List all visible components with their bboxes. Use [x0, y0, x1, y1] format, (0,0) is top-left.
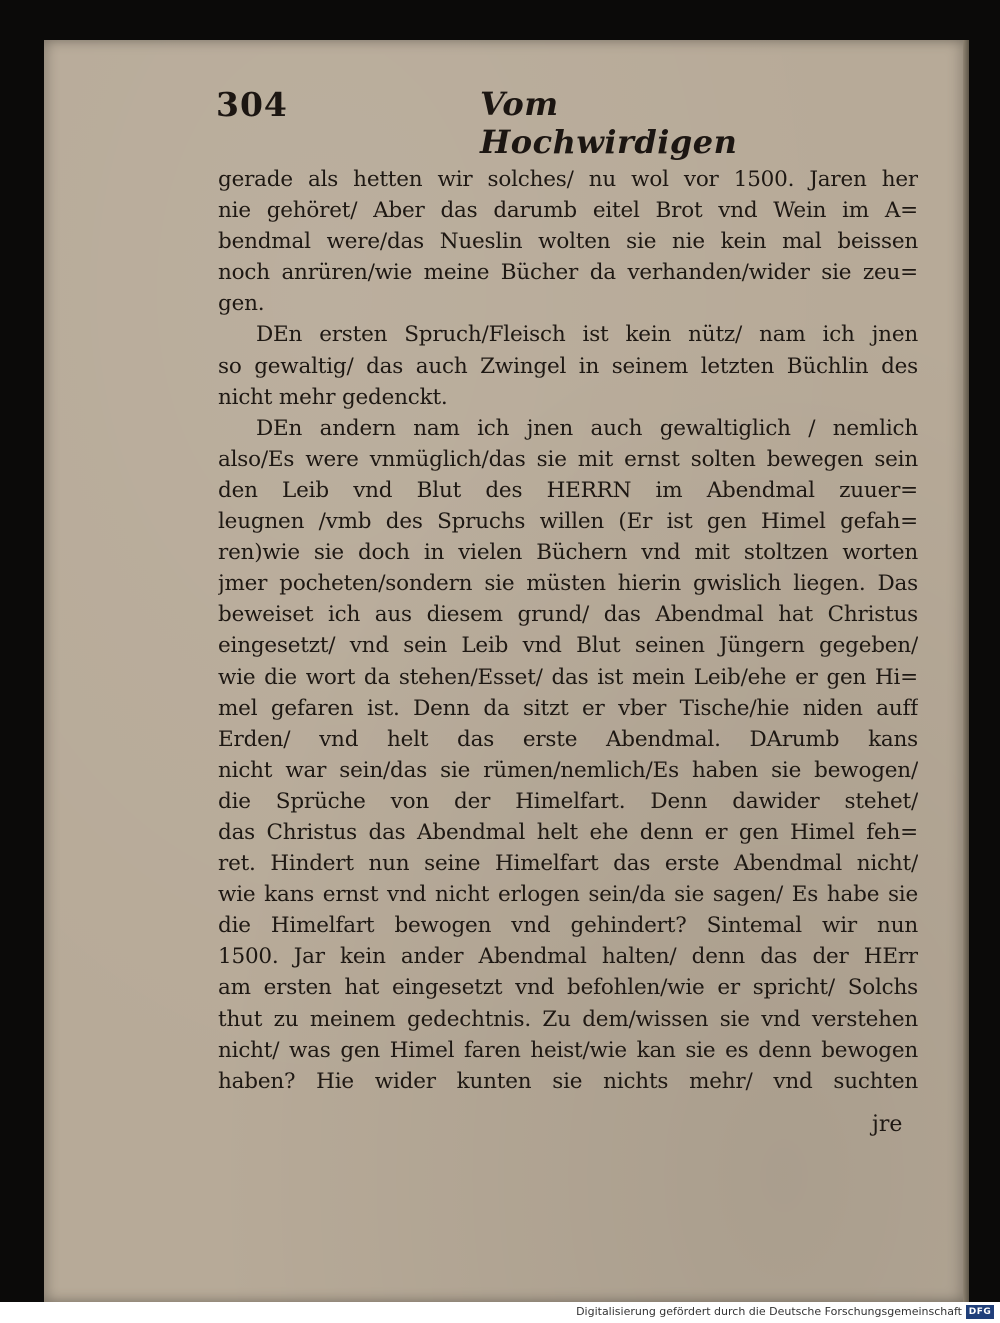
funding-credit-link[interactable]: Digitalisierung gefördert durch die Deutsche Forschungsgemeinschaft [576, 1305, 962, 1318]
text-line: noch anrüren/wie meine Bücher da verhanden/wider sie zeu= [218, 260, 918, 286]
text-line: nie gehöret/ Aber das darumb eitel Brot vnd Wein im A= [218, 198, 918, 224]
text-line: also/Es were vnmüglich/das sie mit ernst solten bewegen sein [218, 446, 918, 472]
text-line: am ersten hat eingesetzt vnd befohlen/wie er spricht/ Solchs [218, 975, 918, 1001]
text-line: wie die wort da stehen/Esset/ das ist mein Leib/ehe er gen Hi= [218, 664, 918, 690]
catchword: jre [872, 1112, 903, 1137]
text-line: so gewaltig/ das auch Zwingel in seinem letzten Büchlin des [218, 353, 918, 379]
text-line: das Christus das Abendmal helt ehe denn er gen Himel feh= [218, 819, 918, 845]
text-line: gen. [218, 291, 265, 317]
text-line: 1500. Jar kein ander Abendmal halten/ denn das der HErr [218, 944, 918, 970]
text-line: bendmal were/das Nueslin wolten sie nie kein mal beissen [218, 229, 918, 255]
text-line: mel gefaren ist. Denn da sitzt er vber Tische/hie niden auff [218, 695, 918, 721]
text-line: die Himelfart bewogen vnd gehindert? Sintemal wir nun [218, 913, 918, 939]
text-line: den Leib vnd Blut des HERRN im Abendmal zuuer= [218, 477, 918, 503]
text-line: jmer pocheten/sondern sie müsten hierin gwislich liegen. Das [218, 571, 918, 597]
text-line: eingesetzt/ vnd sein Leib vnd Blut seinen Jüngern gegeben/ [218, 633, 918, 659]
dfg-logo[interactable]: DFG [966, 1305, 994, 1319]
page-edge-shadow [963, 40, 969, 1302]
text-line: Erden/ vnd helt das erste Abendmal. DArumb kans [218, 726, 918, 752]
body-text [218, 164, 918, 1097]
text-line: DEn ersten Spruch/Fleisch ist kein nütz/ nam ich jnen [256, 322, 918, 348]
digitization-footer [0, 1302, 1000, 1323]
text-line: beweiset ich aus diesem grund/ das Abendmal hat Christus [218, 602, 918, 628]
page-number: 304 [216, 85, 288, 124]
text-line: ren)wie sie doch in vielen Büchern vnd mit stoltzen worten [218, 540, 918, 566]
text-line: ret. Hindert nun seine Himelfart das erste Abendmal nicht/ [218, 851, 918, 877]
running-head [216, 85, 738, 161]
text-line: nicht mehr gedenckt. [218, 384, 448, 410]
text-line: nicht/ was gen Himel faren heist/wie kan sie es denn bewogen [218, 1037, 918, 1063]
text-line: die Sprüche von der Himelfart. Denn dawider stehet/ [218, 788, 918, 814]
text-line: haben? Hie wider kunten sie nichts mehr/ vnd suchten [218, 1068, 918, 1094]
text-line: wie kans ernst vnd nicht erlogen sein/da sie sagen/ Es habe sie [218, 882, 918, 908]
text-line: thut zu meinem gedechtnis. Zu dem/wissen sie vnd verstehen [218, 1006, 918, 1032]
text-line: DEn andern nam ich jnen auch gewaltiglich / nemlich [256, 415, 918, 441]
text-line: nicht war sein/das sie rümen/nemlich/Es haben sie bewogen/ [218, 757, 918, 783]
text-line: leugnen /vmb des Spruchs willen (Er ist gen Himel gefah= [218, 509, 918, 535]
running-title: Vom Hochwirdigen [480, 85, 738, 161]
text-line: gerade als hetten wir solches/ nu wol vor 1500. Jaren her [218, 167, 918, 192]
